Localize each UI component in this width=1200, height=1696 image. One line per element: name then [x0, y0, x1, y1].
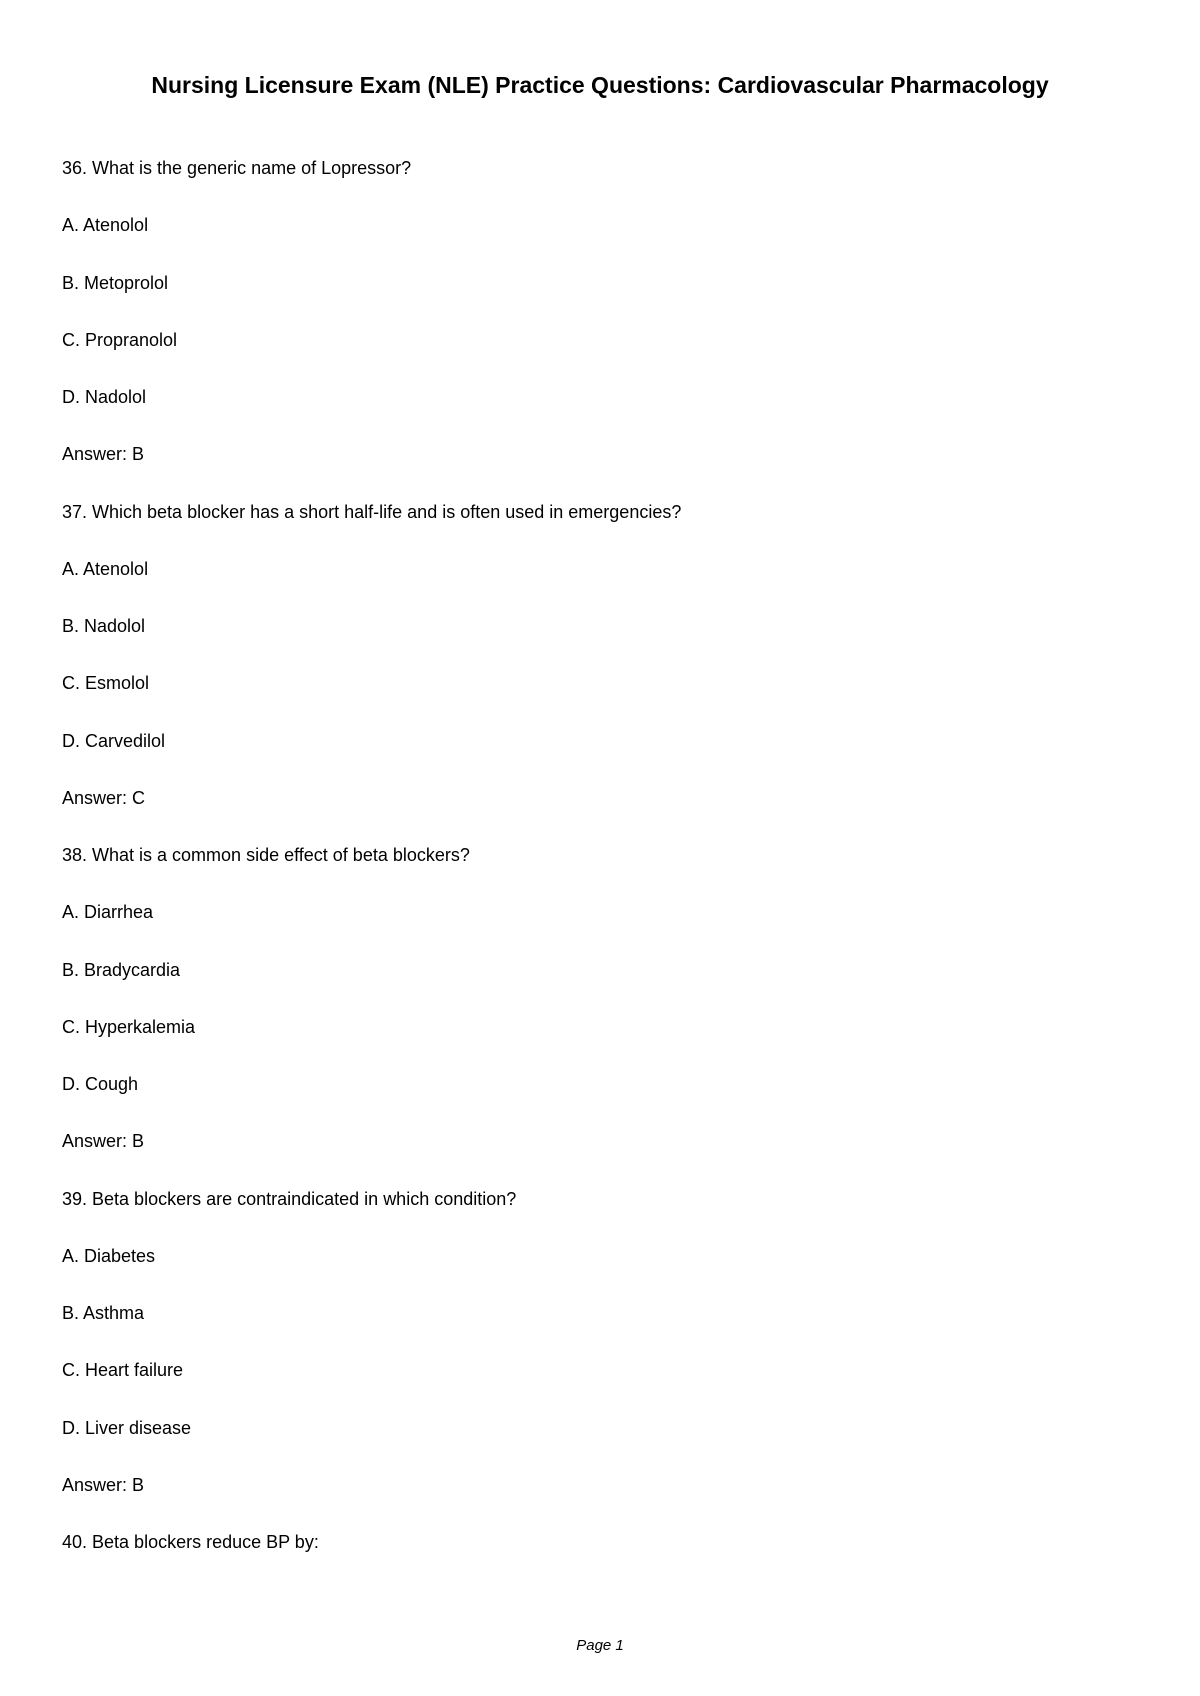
question-text: 38. What is a common side effect of beta blockers? [62, 845, 470, 865]
answer-option: C. Heart failure [62, 1360, 184, 1381]
answer-option: B. Asthma [62, 1303, 145, 1323]
answer-option: C. Hyperkalemia [62, 1016, 196, 1037]
answer-option: A. Diabetes [62, 1245, 156, 1266]
answer-key: Answer: B [62, 444, 145, 465]
answer-key: Answer: B [62, 1474, 145, 1495]
question-text: 39. Beta blockers are contraindicated in which condition? [62, 1188, 517, 1209]
answer-key: Answer: B [62, 1131, 145, 1152]
answer-option: D. Nadolol [62, 387, 147, 407]
document-title: Nursing Licensure Exam (NLE) Practice Questions: Cardiovascular Pharmacology [151, 72, 1049, 98]
answer-option: D. Liver disease [62, 1417, 192, 1438]
answer-option: A. Atenolol [62, 558, 149, 579]
answer-option: D. Carvedilol [62, 730, 166, 751]
question-text: 40. Beta blockers reduce BP by: [62, 1532, 319, 1552]
answer-option: B. Metoprolol [62, 272, 169, 293]
page-number: Page 1 [576, 1637, 624, 1654]
question-text: 37. Which beta blocker has a short half-life and is often used in emergencies? [62, 501, 682, 522]
answer-option: D. Cough [62, 1074, 139, 1094]
answer-option: A. Atenolol [62, 215, 149, 236]
answer-option: B. Bradycardia [62, 959, 181, 980]
question-list [62, 157, 1142, 1588]
answer-option: C. Esmolol [62, 673, 150, 694]
answer-option: A. Diarrhea [62, 902, 154, 923]
question-text: 36. What is the generic name of Lopressor? [62, 158, 412, 178]
answer-key: Answer: C [62, 787, 146, 808]
answer-option: C. Propranolol [62, 329, 178, 350]
answer-option: B. Nadolol [62, 616, 146, 636]
